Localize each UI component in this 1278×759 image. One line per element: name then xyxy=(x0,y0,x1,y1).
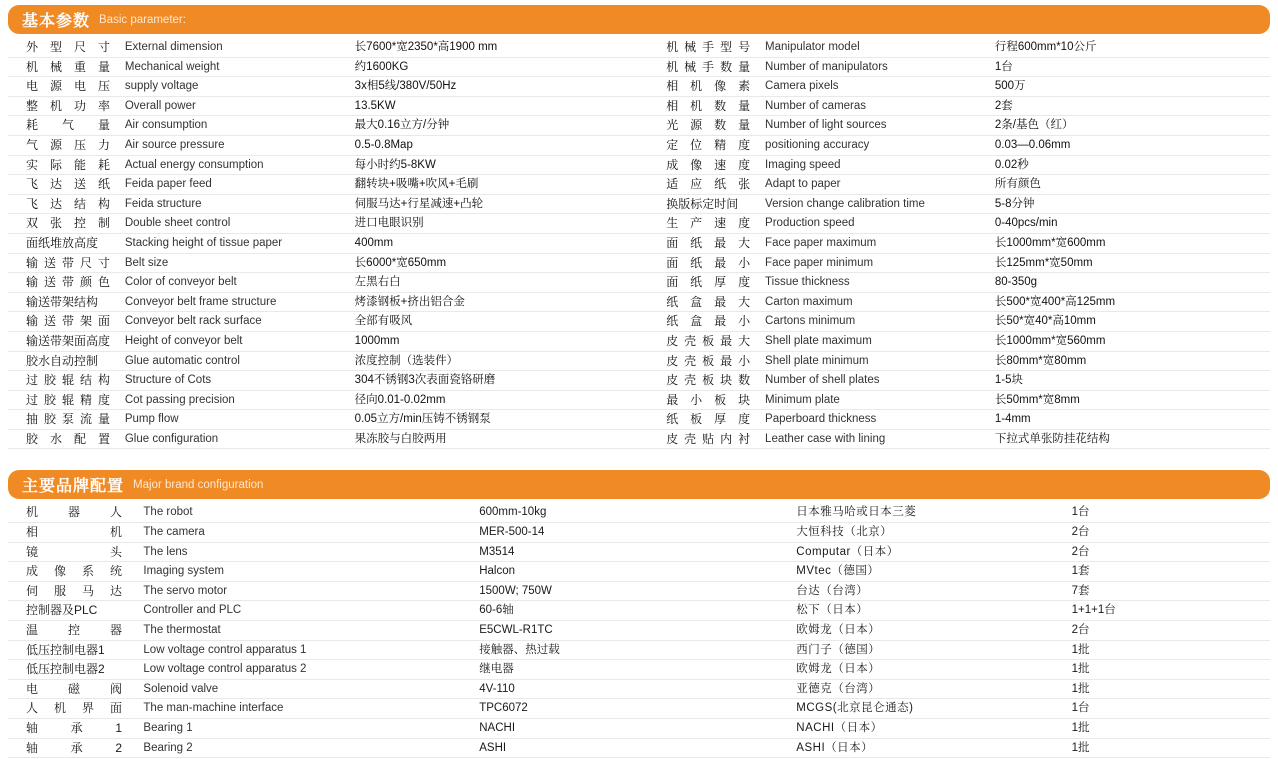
param-label-en: Stacking height of tissue paper xyxy=(121,233,351,253)
brand-label-en: Low voltage control apparatus 1 xyxy=(139,640,475,660)
param-value: 进口电眼识别 xyxy=(351,214,630,234)
basic-parameter-title-en: Basic parameter: xyxy=(99,13,186,26)
brand-model: MER-500-14 xyxy=(475,523,792,543)
param-label-en: Cot passing precision xyxy=(121,390,351,410)
param-value: 0.5-0.8Map xyxy=(351,135,630,155)
brand-label-en: The servo motor xyxy=(139,581,475,601)
param-value: 2条/基色（红） xyxy=(991,116,1270,136)
param-label-cn: 双 张 控 制 xyxy=(8,214,121,234)
param-label-en: Belt size xyxy=(121,253,351,273)
param-label-cn: 纸 盒 最 小 xyxy=(648,312,761,332)
table-row xyxy=(8,429,1270,449)
param-value: 约1600KG xyxy=(351,57,630,77)
table-row xyxy=(8,214,1270,234)
param-value: 浓度控制（选装件） xyxy=(351,351,630,371)
brand-model: 4V-110 xyxy=(475,679,792,699)
column-gap xyxy=(630,135,648,155)
brand-label-cn: 控制器及PLC xyxy=(8,601,139,621)
param-label-en: Double sheet control xyxy=(121,214,351,234)
column-gap xyxy=(630,390,648,410)
table-row xyxy=(8,77,1270,97)
brand-quantity: 1批 xyxy=(1068,660,1270,680)
brand-model: 1500W; 750W xyxy=(475,581,792,601)
param-label-en: Pump flow xyxy=(121,410,351,430)
column-gap xyxy=(630,38,648,57)
param-label-cn: 机 械 手 型 号 xyxy=(648,38,761,57)
param-value: 0.05立方/min压铸不锈钢泵 xyxy=(351,410,630,430)
param-label-cn: 气 源 压 力 xyxy=(8,135,121,155)
param-label-cn: 输 送 带 颜 色 xyxy=(8,273,121,293)
param-label-en: Feida structure xyxy=(121,194,351,214)
param-label-en: supply voltage xyxy=(121,77,351,97)
brand-configuration-header xyxy=(8,470,1270,499)
table-row xyxy=(8,292,1270,312)
param-label-en: Minimum plate xyxy=(761,390,991,410)
brand-quantity: 2台 xyxy=(1068,621,1270,641)
param-label-en: Height of conveyor belt xyxy=(121,331,351,351)
param-label-cn: 输送带架面高度 xyxy=(8,331,121,351)
param-value: 长125mm*宽50mm xyxy=(991,253,1270,273)
param-label-en: Number of light sources xyxy=(761,116,991,136)
param-label-cn: 胶水自动控制 xyxy=(8,351,121,371)
table-row xyxy=(8,390,1270,410)
brand-maker: MCGS(北京昆仑通态) xyxy=(792,699,1067,719)
table-row xyxy=(8,523,1270,543)
param-value: 长50*宽40*高10mm xyxy=(991,312,1270,332)
param-value: 烤漆钢板+挤出铝合金 xyxy=(351,292,630,312)
param-value: 长7600*宽2350*高1900 mm xyxy=(351,38,630,57)
table-row xyxy=(8,621,1270,641)
param-label-en: External dimension xyxy=(121,38,351,57)
param-label-en: Conveyor belt rack surface xyxy=(121,312,351,332)
param-value: 所有颜色 xyxy=(991,175,1270,195)
brand-maker: NACHI（日本） xyxy=(792,719,1067,739)
brand-quantity: 2台 xyxy=(1068,523,1270,543)
param-label-en: Glue automatic control xyxy=(121,351,351,371)
param-label-cn: 飞 达 送 纸 xyxy=(8,175,121,195)
basic-parameter-header xyxy=(8,5,1270,34)
column-gap xyxy=(630,194,648,214)
param-label-en: Overall power xyxy=(121,96,351,116)
brand-configuration-title-cn: 主要品牌配置 xyxy=(22,478,125,496)
brand-quantity: 1+1+1台 xyxy=(1068,601,1270,621)
param-value: 2套 xyxy=(991,96,1270,116)
param-value: 长6000*宽650mm xyxy=(351,253,630,273)
brand-label-en: Solenoid valve xyxy=(139,679,475,699)
param-label-cn: 电 源 电 压 xyxy=(8,77,121,97)
column-gap xyxy=(630,331,648,351)
param-value: 最大0.16立方/分钟 xyxy=(351,116,630,136)
table-row xyxy=(8,601,1270,621)
param-label-en: Adapt to paper xyxy=(761,175,991,195)
param-value: 果冻胶与白胶两用 xyxy=(351,429,630,449)
table-row xyxy=(8,660,1270,680)
column-gap xyxy=(630,410,648,430)
param-label-cn: 实 际 能 耗 xyxy=(8,155,121,175)
param-label-cn: 皮 壳 板 最 小 xyxy=(648,351,761,371)
param-value: 3x相5线/380V/50Hz xyxy=(351,77,630,97)
brand-label-cn: 温 控 器 xyxy=(8,621,139,641)
brand-label-cn: 人 机 界 面 xyxy=(8,699,139,719)
brand-label-en: Bearing 2 xyxy=(139,738,475,758)
param-label-cn: 相 机 数 量 xyxy=(648,96,761,116)
table-row xyxy=(8,738,1270,758)
brand-label-cn: 机 器 人 xyxy=(8,503,139,522)
brand-model: 60-6轴 xyxy=(475,601,792,621)
param-value: 长1000mm*宽600mm xyxy=(991,233,1270,253)
column-gap xyxy=(630,253,648,273)
param-value: 500万 xyxy=(991,77,1270,97)
brand-label-cn: 低压控制电器2 xyxy=(8,660,139,680)
brand-label-cn: 低压控制电器1 xyxy=(8,640,139,660)
brand-maker: 西门子（德国） xyxy=(792,640,1067,660)
table-row xyxy=(8,135,1270,155)
table-row xyxy=(8,38,1270,57)
brand-label-en: The camera xyxy=(139,523,475,543)
table-row xyxy=(8,410,1270,430)
brand-label-cn: 镜 头 xyxy=(8,542,139,562)
brand-model: E5CWL-R1TC xyxy=(475,621,792,641)
param-label-cn: 机 械 重 量 xyxy=(8,57,121,77)
param-label-cn: 抽 胶 泵 流 量 xyxy=(8,410,121,430)
column-gap xyxy=(630,155,648,175)
table-row xyxy=(8,116,1270,136)
brand-model: TPC6072 xyxy=(475,699,792,719)
param-label-cn: 相 机 像 素 xyxy=(648,77,761,97)
brand-quantity: 2台 xyxy=(1068,542,1270,562)
brand-maker: 欧姆龙（日本） xyxy=(792,621,1067,641)
brand-label-en: Controller and PLC xyxy=(139,601,475,621)
param-label-cn: 纸 盒 最 大 xyxy=(648,292,761,312)
param-label-en: Color of conveyor belt xyxy=(121,273,351,293)
brand-maker: 日本雅马哈或日本三菱 xyxy=(792,503,1067,522)
param-label-en: Number of manipulators xyxy=(761,57,991,77)
param-label-en: Mechanical weight xyxy=(121,57,351,77)
param-label-cn: 输送带架结构 xyxy=(8,292,121,312)
param-label-en: Structure of Cots xyxy=(121,371,351,391)
param-label-en: Manipulator model xyxy=(761,38,991,57)
table-row xyxy=(8,273,1270,293)
param-label-en: Shell plate maximum xyxy=(761,331,991,351)
brand-maker: MVtec（德国） xyxy=(792,562,1067,582)
table-row xyxy=(8,640,1270,660)
table-row xyxy=(8,96,1270,116)
param-label-cn: 光 源 数 量 xyxy=(648,116,761,136)
param-label-en: Carton maximum xyxy=(761,292,991,312)
brand-label-cn: 成 像 系 统 xyxy=(8,562,139,582)
param-label-cn: 成 像 速 度 xyxy=(648,155,761,175)
table-row xyxy=(8,155,1270,175)
param-label-cn: 面 纸 厚 度 xyxy=(648,273,761,293)
table-row xyxy=(8,371,1270,391)
brand-model: M3514 xyxy=(475,542,792,562)
column-gap xyxy=(630,175,648,195)
column-gap xyxy=(630,214,648,234)
column-gap xyxy=(630,57,648,77)
table-row xyxy=(8,699,1270,719)
column-gap xyxy=(630,312,648,332)
param-value: 1台 xyxy=(991,57,1270,77)
brand-label-en: Bearing 1 xyxy=(139,719,475,739)
param-value: 0-40pcs/min xyxy=(991,214,1270,234)
brand-model: 600mm-10kg xyxy=(475,503,792,522)
param-label-en: positioning accuracy xyxy=(761,135,991,155)
brand-label-en: The man-machine interface xyxy=(139,699,475,719)
brand-model: NACHI xyxy=(475,719,792,739)
param-label-cn: 机 械 手 数 量 xyxy=(648,57,761,77)
column-gap xyxy=(630,292,648,312)
param-label-en: Imaging speed xyxy=(761,155,991,175)
param-label-en: Paperboard thickness xyxy=(761,410,991,430)
param-value: 行程600mm*10公斤 xyxy=(991,38,1270,57)
brand-maker: 欧姆龙（日本） xyxy=(792,660,1067,680)
param-label-cn: 最 小 板 块 xyxy=(648,390,761,410)
param-label-cn: 生 产 速 度 xyxy=(648,214,761,234)
param-label-en: Air source pressure xyxy=(121,135,351,155)
param-label-en: Tissue thickness xyxy=(761,273,991,293)
param-label-cn: 飞 达 结 构 xyxy=(8,194,121,214)
column-gap xyxy=(630,116,648,136)
brand-quantity: 7套 xyxy=(1068,581,1270,601)
param-label-cn: 输 送 带 架 面 xyxy=(8,312,121,332)
param-label-en: Camera pixels xyxy=(761,77,991,97)
brand-maker: 亚德克（台湾） xyxy=(792,679,1067,699)
table-row xyxy=(8,57,1270,77)
brand-maker: 松下（日本） xyxy=(792,601,1067,621)
param-value: 304不锈钢3次表面瓷铬研磨 xyxy=(351,371,630,391)
param-label-cn: 换版标定时间 xyxy=(648,194,761,214)
param-label-en: Number of cameras xyxy=(761,96,991,116)
column-gap xyxy=(630,371,648,391)
table-row xyxy=(8,542,1270,562)
spec-sheet-page xyxy=(0,5,1278,758)
param-label-cn: 皮 壳 板 最 大 xyxy=(648,331,761,351)
column-gap xyxy=(630,77,648,97)
brand-label-cn: 伺 服 马 达 xyxy=(8,581,139,601)
param-label-en: Face paper maximum xyxy=(761,233,991,253)
param-label-cn: 过 胶 辊 精 度 xyxy=(8,390,121,410)
param-value: 13.5KW xyxy=(351,96,630,116)
brand-model: 继电器 xyxy=(475,660,792,680)
brand-label-en: The robot xyxy=(139,503,475,522)
table-row xyxy=(8,719,1270,739)
table-row xyxy=(8,175,1270,195)
basic-parameter-table xyxy=(8,38,1270,449)
column-gap xyxy=(630,351,648,371)
brand-label-en: Low voltage control apparatus 2 xyxy=(139,660,475,680)
param-label-cn: 纸 板 厚 度 xyxy=(648,410,761,430)
table-row xyxy=(8,194,1270,214)
param-label-cn: 输 送 带 尺 寸 xyxy=(8,253,121,273)
param-label-en: Number of shell plates xyxy=(761,371,991,391)
brand-configuration-table xyxy=(8,503,1270,758)
brand-label-en: The lens xyxy=(139,542,475,562)
table-row xyxy=(8,331,1270,351)
param-value: 全部有吸风 xyxy=(351,312,630,332)
brand-label-cn: 相 机 xyxy=(8,523,139,543)
param-value: 5-8分钟 xyxy=(991,194,1270,214)
brand-quantity: 1批 xyxy=(1068,719,1270,739)
param-value: 伺服马达+行星减速+凸轮 xyxy=(351,194,630,214)
brand-configuration-title-en: Major brand configuration xyxy=(133,478,264,491)
param-value: 每小时约5-8KW xyxy=(351,155,630,175)
table-row xyxy=(8,679,1270,699)
param-label-cn: 胶 水 配 置 xyxy=(8,429,121,449)
param-label-en: Feida paper feed xyxy=(121,175,351,195)
param-label-cn: 定 位 精 度 xyxy=(648,135,761,155)
param-value: 400mm xyxy=(351,233,630,253)
param-value: 80-350g xyxy=(991,273,1270,293)
param-value: 翻转块+吸嘴+吹风+毛刷 xyxy=(351,175,630,195)
table-row xyxy=(8,581,1270,601)
table-row xyxy=(8,233,1270,253)
param-label-en: Conveyor belt frame structure xyxy=(121,292,351,312)
brand-quantity: 1台 xyxy=(1068,503,1270,522)
brand-label-en: The thermostat xyxy=(139,621,475,641)
param-label-en: Shell plate minimum xyxy=(761,351,991,371)
param-label-cn: 面纸堆放高度 xyxy=(8,233,121,253)
param-label-en: Cartons minimum xyxy=(761,312,991,332)
param-value: 0.03—0.06mm xyxy=(991,135,1270,155)
param-label-cn: 面 纸 最 大 xyxy=(648,233,761,253)
param-label-en: Actual energy consumption xyxy=(121,155,351,175)
param-value: 长1000mm*宽560mm xyxy=(991,331,1270,351)
param-label-cn: 整 机 功 率 xyxy=(8,96,121,116)
brand-label-cn: 轴 承 1 xyxy=(8,719,139,739)
table-row xyxy=(8,351,1270,371)
param-value: 长80mm*宽80mm xyxy=(991,351,1270,371)
param-label-cn: 适 应 纸 张 xyxy=(648,175,761,195)
param-value: 1-5块 xyxy=(991,371,1270,391)
param-value: 左黑右白 xyxy=(351,273,630,293)
param-label-en: Air consumption xyxy=(121,116,351,136)
param-label-cn: 外 型 尺 寸 xyxy=(8,38,121,57)
param-label-en: Version change calibration time xyxy=(761,194,991,214)
basic-parameter-title-cn: 基本参数 xyxy=(22,13,91,30)
param-value: 1000mm xyxy=(351,331,630,351)
brand-quantity: 1台 xyxy=(1068,699,1270,719)
brand-model: 接触器、热过载 xyxy=(475,640,792,660)
param-label-en: Leather case with lining xyxy=(761,429,991,449)
column-gap xyxy=(630,233,648,253)
table-row xyxy=(8,503,1270,522)
param-label-en: Face paper minimum xyxy=(761,253,991,273)
brand-maker: ASHI（日本） xyxy=(792,738,1067,758)
section-spacer xyxy=(0,449,1278,465)
brand-maker: 台达（台湾） xyxy=(792,581,1067,601)
brand-quantity: 1套 xyxy=(1068,562,1270,582)
param-value: 长500*宽400*高125mm xyxy=(991,292,1270,312)
brand-label-cn: 电 磁 阀 xyxy=(8,679,139,699)
param-value: 下拉式单张防挂花结构 xyxy=(991,429,1270,449)
param-label-en: Glue configuration xyxy=(121,429,351,449)
column-gap xyxy=(630,429,648,449)
brand-quantity: 1批 xyxy=(1068,738,1270,758)
param-value: 0.02秒 xyxy=(991,155,1270,175)
param-value: 1-4mm xyxy=(991,410,1270,430)
table-row xyxy=(8,312,1270,332)
brand-model: Halcon xyxy=(475,562,792,582)
brand-maker: 大恒科技（北京） xyxy=(792,523,1067,543)
param-label-cn: 皮 壳 板 块 数 xyxy=(648,371,761,391)
column-gap xyxy=(630,273,648,293)
param-label-cn: 过 胶 辊 结 构 xyxy=(8,371,121,391)
column-gap xyxy=(630,96,648,116)
table-row xyxy=(8,253,1270,273)
brand-label-en: Imaging system xyxy=(139,562,475,582)
param-label-cn: 皮 壳 贴 内 衬 xyxy=(648,429,761,449)
param-value: 径向0.01-0.02mm xyxy=(351,390,630,410)
table-row xyxy=(8,562,1270,582)
brand-label-cn: 轴 承 2 xyxy=(8,738,139,758)
brand-maker: Computar（日本） xyxy=(792,542,1067,562)
param-label-en: Production speed xyxy=(761,214,991,234)
param-label-cn: 耗 气 量 xyxy=(8,116,121,136)
param-label-cn: 面 纸 最 小 xyxy=(648,253,761,273)
brand-quantity: 1批 xyxy=(1068,640,1270,660)
brand-model: ASHI xyxy=(475,738,792,758)
param-value: 长50mm*宽8mm xyxy=(991,390,1270,410)
brand-quantity: 1批 xyxy=(1068,679,1270,699)
